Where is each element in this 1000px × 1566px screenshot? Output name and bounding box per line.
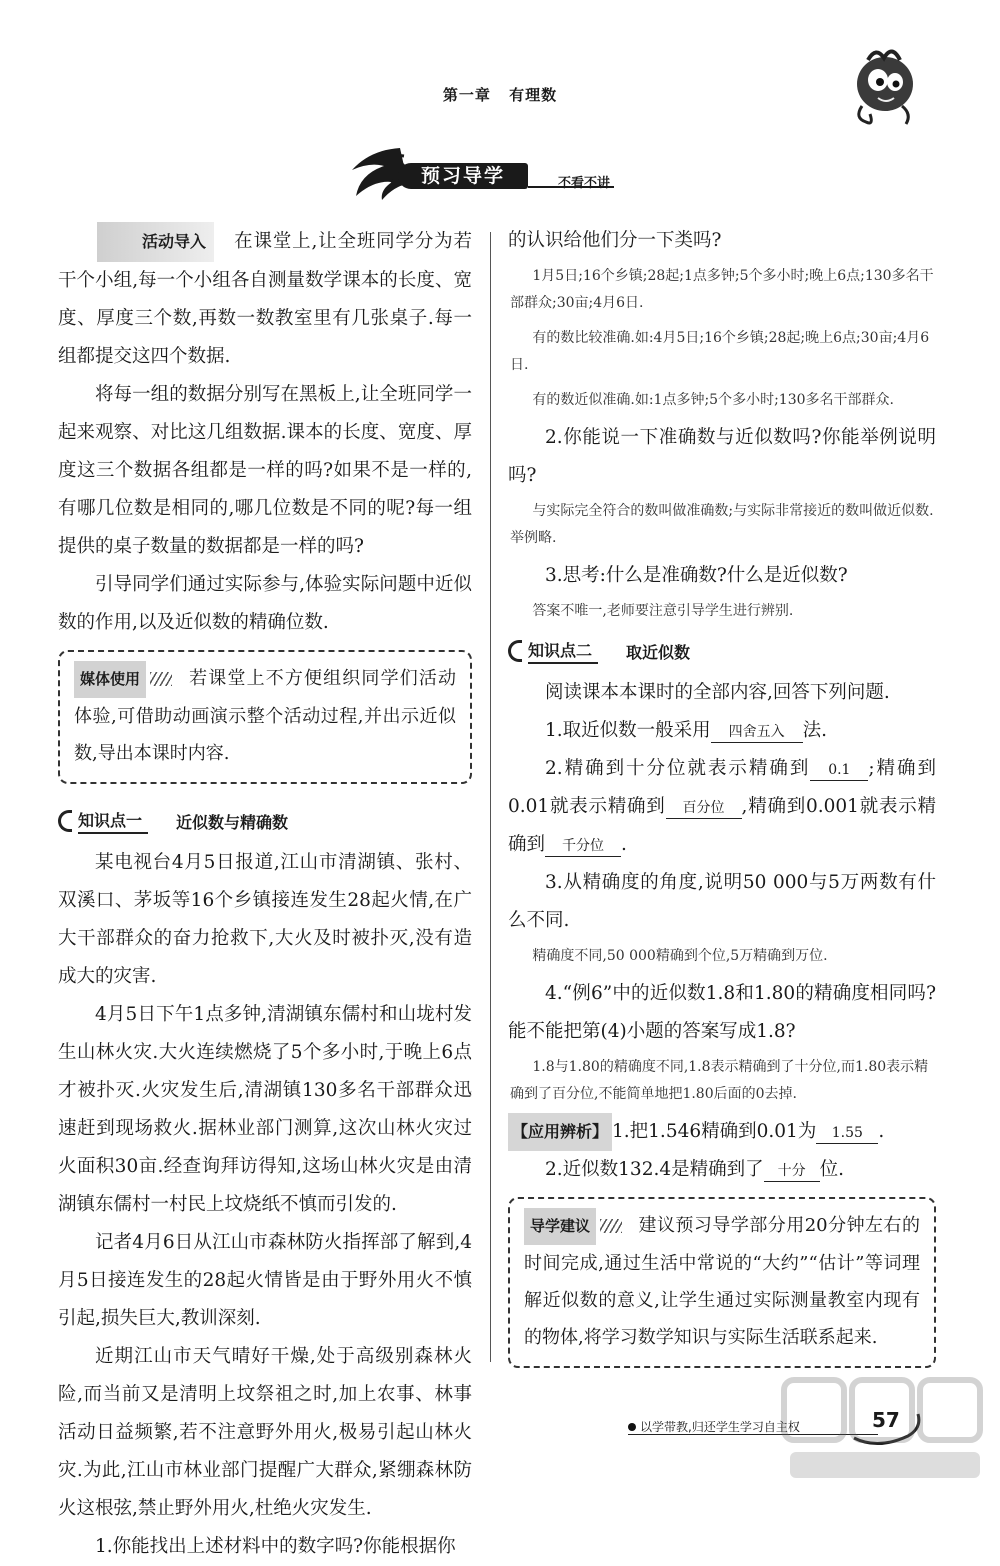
hatch-icon [150, 672, 172, 686]
banner-underline [528, 186, 614, 188]
application-question-1 [508, 1113, 936, 1151]
activity-paragraph-1 [58, 222, 472, 376]
fill-question-2 [508, 750, 936, 864]
kp1-label: 知识点一 [78, 808, 148, 834]
answer-4: 精确度不同,50 000精确到个位,5万精确到万位. [532, 948, 828, 964]
fill-1-answer: 四舍五入 [711, 722, 803, 743]
chapter-title: 有理数 [509, 86, 558, 104]
page-number: 57 [872, 1408, 900, 1432]
app-2-end: 位. [819, 1159, 845, 1180]
media-label: 媒体使用 [74, 661, 146, 698]
mascot-icon [838, 40, 928, 132]
knowledge-point-2-heading [508, 634, 936, 668]
guide-suggestion-box [508, 1197, 936, 1368]
application-question-2 [508, 1151, 936, 1189]
fill-2-text-2: ;精确到0.01就表示精确到 [508, 758, 937, 817]
app-2-answer: 十分 [764, 1161, 820, 1182]
footer-slogan-text: 以学带教,归还学生学习自主权 [640, 1420, 800, 1434]
news-paragraph-3: 记者4月6日从江山市森林防火指挥部了解到,4月5日接连发生的28起火情皆是由于野外用火不慎引起,损失巨大,教训深刻. [58, 1232, 472, 1329]
left-column [58, 222, 472, 1566]
bullet-icon [628, 1423, 636, 1431]
answer-1-line-1: 1月5日;16个乡镇;28起;1点多钟;5个多小时;晚上6点;130多名干部群众;30亩;4月6日. [510, 268, 934, 311]
activity-paragraph-3: 引导同学们通过实际参与,体验实际问题中近似数的作用,以及近似数的精确位数. [58, 574, 472, 633]
application-label: 【应用辨析】 [508, 1113, 612, 1151]
kp2-label: 知识点二 [528, 638, 598, 664]
app-2-text: 2.近似数132.4是精确到了 [545, 1159, 764, 1180]
guide-label: 导学建议 [524, 1208, 596, 1245]
question-1: 1.你能找出上述材料中的数字吗?你能根据你 [95, 1536, 456, 1557]
answer-1-line-3: 有的数近似准确.如:1点多钟;5个多小时;130多名干部群众. [532, 392, 894, 408]
chapter-number: 第一章 [442, 86, 491, 104]
section-title: 预习导学 [398, 163, 528, 189]
activity-paragraph-2: 将每一组的数据分别写在黑板上,让全班同学一起来观察、对比这几组数据.课本的长度、宽度、厚度这三个数据各组都是一样的吗?如果不是一样的,有哪几位数是相同的,哪几位数是不同的呢?每一组提供的桌子数量的数据都是一样的吗? [58, 384, 472, 557]
section-subtitle: 不看不讲 [558, 176, 611, 191]
fill-2-text: 2.精确到十分位就表示精确到 [545, 758, 811, 779]
activity-label: 活动导入 [97, 222, 214, 262]
kp2-intro: 阅读课本本课时的全部内容,回答下列问题. [545, 682, 890, 703]
question-1-continued: 的认识给他们分一下类吗? [508, 230, 722, 251]
activity-text-1: 在课堂上,让全班同学分为若干个小组,每一个小组各自测量数学课本的长度、宽度、厚度三个数,再数一数教室里有几张桌子.每一组都提交这四个数据. [58, 231, 472, 367]
answer-2: 与实际完全符合的数叫做准确数;与实际非常接近的数叫做近似数.举例略. [510, 503, 934, 546]
watermark-logo-icon [780, 1376, 990, 1486]
crescent-icon [508, 640, 522, 662]
column-divider [490, 232, 491, 1362]
fill-2-answer-2: 百分位 [666, 798, 742, 819]
answer-5: 1.8与1.80的精确度不同,1.8表示精确到了十分位,而1.80表示精确到了百分位,不能简单地把1.80后面的0去掉. [510, 1059, 929, 1102]
question-2: 2.你能说一下准确数与近似数吗?你能举例说明吗? [508, 427, 936, 486]
knowledge-point-1-heading [58, 804, 472, 838]
kp2-title: 取近似数 [626, 642, 691, 662]
app-1-end: . [878, 1121, 885, 1142]
app-1-answer: 1.55 [816, 1123, 878, 1144]
question-3: 3.思考:什么是准确数?什么是近似数? [545, 565, 848, 586]
fill-2-text-3: ,精确到0.001就表示精确到 [508, 796, 936, 855]
kp1-title: 近似数与精确数 [176, 812, 289, 832]
fill-2-end: . [621, 834, 627, 855]
fill-2-answer-3: 千分位 [545, 836, 621, 857]
answer-1-line-2: 有的数比较准确.如:4月5日;16个乡镇;28起;晚上6点;30亩;4月6日. [510, 330, 930, 373]
right-column [508, 222, 936, 1388]
crescent-icon [58, 810, 72, 832]
app-1-text: 1.把1.546精确到0.01为 [612, 1121, 817, 1142]
question-4: 3.从精确度的角度,说明50 000与5万两数有什么不同. [508, 872, 936, 931]
news-paragraph-2: 4月5日下午1点多钟,清湖镇东儒村和山垅村发生山林火灾.大火连续燃烧了5个多小时,于晚上6点才被扑灭.火灾发生后,清湖镇130多名干部群众迅速赶到现场救火.据林业部门测算,这次山林火灾过火面积30亩.经查询拜访得知,这场山林火灾是由清湖镇东儒村一村民上坟烧纸不慎而引发的. [58, 1004, 472, 1215]
media-text: 若课堂上不方便组织同学们活动体验,可借助动画演示整个活动过程,并出示近似数,导出本课时内容. [74, 668, 456, 764]
media-usage-box [58, 650, 472, 784]
news-paragraph-1: 某电视台4月5日报道,江山市清湖镇、张村、双溪口、茅坂等16个乡镇接连发生28起火情,在广大干部群众的奋力抢救下,大火及时被扑灭,没有造成大的灾害. [58, 852, 472, 987]
hatch-icon [600, 1219, 622, 1233]
guide-text: 建议预习导学部分用20分钟左右的时间完成,通过生活中常说的“大约”“估计”等词理解近似数的意义,让学生通过实际测量教室内现有的物体,将学习数学知识与实际生活联系起来. [524, 1215, 920, 1348]
fill-2-answer-1: 0.1 [810, 760, 868, 781]
footer-slogan [628, 1418, 800, 1435]
question-5: 4.“例6”中的近似数1.8和1.80的精确度相同吗?能不能把第(4)小题的答案写成1.8? [508, 983, 936, 1042]
fill-1-end: 法. [802, 720, 828, 741]
fill-1-text: 1.取近似数一般采用 [545, 720, 711, 741]
answer-3: 答案不唯一,老师要注意引导学生进行辨别. [532, 603, 794, 619]
news-paragraph-4: 近期江山市天气晴好干燥,处于高级别森林火险,而当前又是清明上坟祭祖之时,加上农事、林事活动日益频繁,若不注意野外用火,极易引起山林火灾.为此,江山市林业部门提醒广大群众,紧绷森林防火这根弦,禁止野外用火,杜绝火灾发生. [58, 1346, 472, 1519]
media-paragraph [74, 660, 456, 772]
fill-question-1 [508, 712, 936, 750]
guide-paragraph [524, 1207, 920, 1356]
